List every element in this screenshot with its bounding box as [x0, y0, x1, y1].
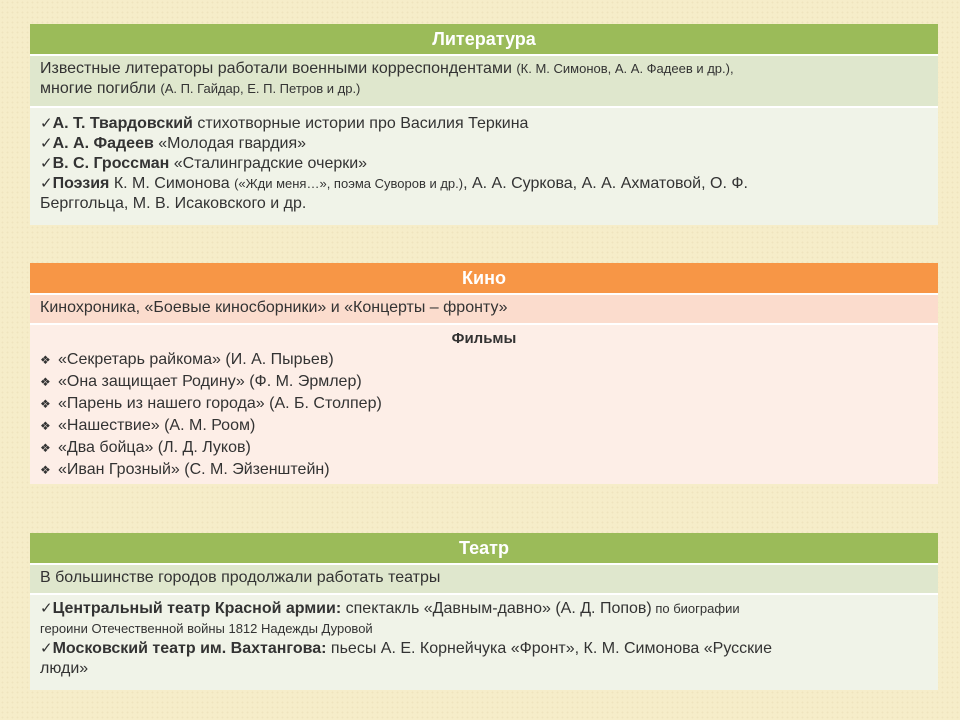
check-icon: ✓ [40, 175, 53, 192]
theatre-name: Московский театр им. Вахтангова: [52, 640, 327, 657]
check-icon: ✓ [40, 155, 53, 172]
films-title: Фильмы [451, 330, 517, 347]
literature-intro-paren2: (А. П. Гайдар, Е. П. Петров и др.) [160, 81, 361, 96]
theatre-name: Центральный театр Красной армии: [52, 600, 342, 617]
film-title: «Нашествие» (А. М. Роом) [58, 417, 256, 434]
author-name: А. Т. Твардовский [52, 115, 193, 132]
theatre-desc: пьесы А. Е. Корнейчука «Фронт», К. М. Симонова «Русские [326, 640, 772, 657]
theatre-item [40, 599, 928, 619]
work-title: «Сталинградские очерки» [169, 155, 368, 172]
literature-intro-text: Известные литераторы работали военными корреспондентами [40, 60, 512, 77]
literature-works [30, 106, 938, 225]
film-item [40, 349, 928, 371]
theatre-item [40, 639, 928, 659]
cinema-intro: Кинохроника, «Боевые киносборники» и «Концерты – фронту» [30, 293, 938, 323]
work-title: «Молодая гвардия» [153, 135, 307, 152]
author-name: В. С. Гроссман [52, 155, 170, 172]
literature-item [40, 114, 928, 134]
literature-section [30, 24, 938, 225]
film-item [40, 459, 928, 481]
theatre-desc-line2: героини Отечественной войны 1812 Надежды Дуровой [40, 621, 373, 636]
film-title: «Она защищает Родину» (Ф. М. Эрмлер) [58, 373, 362, 390]
diamond-bullet-icon: ❖ [40, 441, 51, 455]
check-icon: ✓ [40, 135, 53, 152]
cinema-films [30, 323, 938, 484]
poetry-line2: Берггольца, М. В. Исаковского и др. [40, 195, 307, 212]
theatre-section [30, 533, 938, 690]
film-title: «Иван Грозный» (С. М. Эйзенштейн) [58, 461, 330, 478]
theatre-intro: В большинстве городов продолжали работать театры [30, 563, 938, 593]
film-item [40, 415, 928, 437]
film-title: «Парень из нашего города» (А. Б. Столпер) [58, 395, 382, 412]
film-item [40, 393, 928, 415]
cinema-header: Кино [30, 263, 938, 293]
film-title: «Секретарь райкома» (И. А. Пырьев) [58, 351, 334, 368]
literature-intro-text2: многие погибли [40, 80, 156, 97]
check-icon: ✓ [40, 600, 53, 617]
theatre-desc: спектакль «Давным-давно» (А. Д. Попов) [341, 600, 652, 617]
theatre-desc-small: по биографии [651, 601, 740, 616]
poetry-item [40, 174, 928, 194]
poetry-label: Поэзия [52, 175, 110, 192]
theatre-desc-line2: люди» [40, 660, 89, 677]
theatre-header: Театр [30, 533, 938, 563]
literature-header: Литература [30, 24, 938, 54]
diamond-bullet-icon: ❖ [40, 397, 51, 411]
theatre-list [30, 593, 938, 690]
diamond-bullet-icon: ❖ [40, 419, 51, 433]
film-item [40, 437, 928, 459]
diamond-bullet-icon: ❖ [40, 375, 51, 389]
poetry-text2: , А. А. Суркова, А. А. Ахматовой, О. Ф. [463, 175, 748, 192]
literature-item [40, 134, 928, 154]
poetry-text1: К. М. Симонова [109, 175, 235, 192]
author-name: А. А. Фадеев [52, 135, 154, 152]
poetry-small: («Жди меня…», поэма Суворов и др.) [234, 176, 464, 191]
film-item [40, 371, 928, 393]
literature-intro-paren1: (К. М. Симонов, А. А. Фадеев и др.), [516, 61, 734, 76]
check-icon: ✓ [40, 115, 53, 132]
check-icon: ✓ [40, 640, 53, 657]
diamond-bullet-icon: ❖ [40, 353, 51, 367]
literature-item [40, 154, 928, 174]
work-title: стихотворные истории про Василия Теркина [192, 115, 529, 132]
cinema-section [30, 263, 938, 484]
diamond-bullet-icon: ❖ [40, 463, 51, 477]
film-title: «Два бойца» (Л. Д. Луков) [58, 439, 251, 456]
literature-intro [30, 54, 938, 106]
